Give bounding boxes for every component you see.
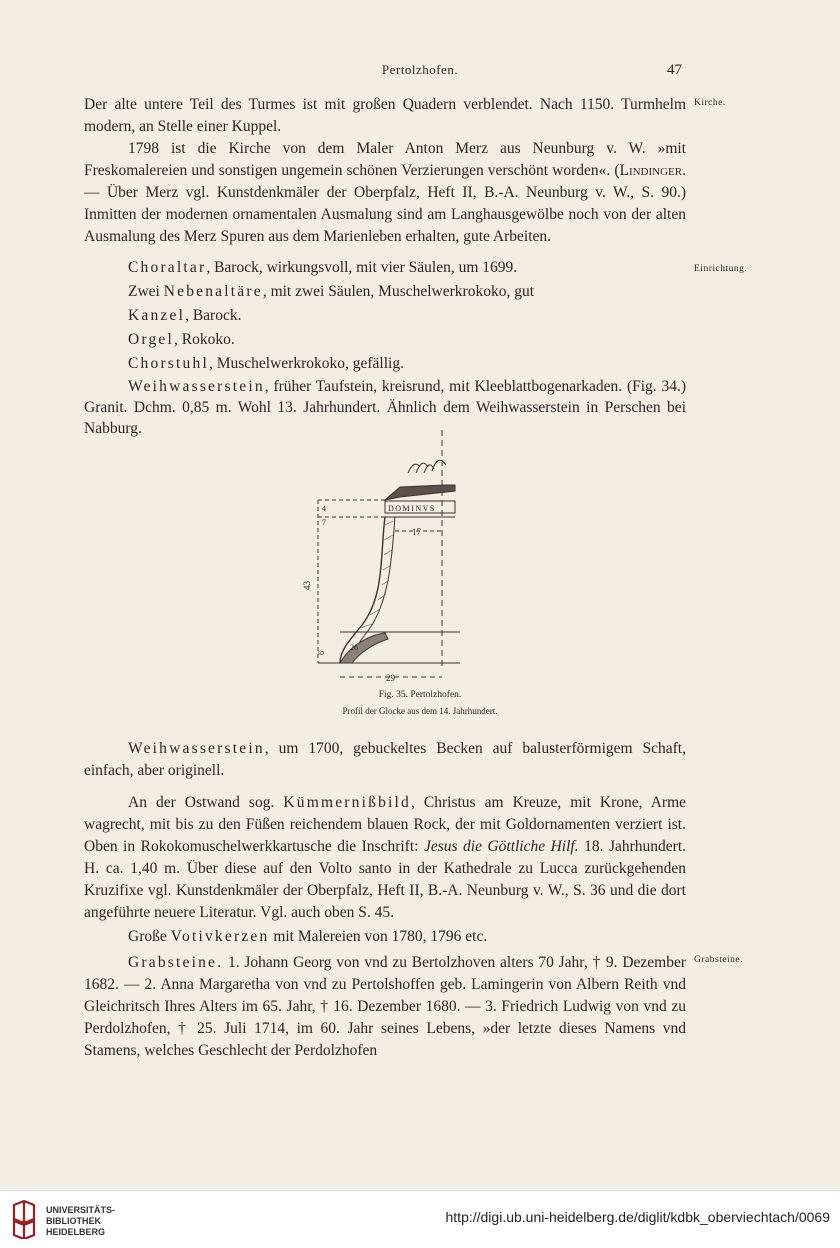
kuemmernis-text-b: , Christus am Kreuze, mit Krone, Arme wagrecht, mit bis zu den Füßen reichendem blauen Rock, der mit Goldornamenten verziert ist. Oben in Rokokomuschelwerkkartusche die Inschrift: [84, 794, 687, 855]
library-name-line-3: HEIDELBERG [46, 1227, 106, 1237]
university-library-logo-icon [10, 1199, 38, 1239]
entry-kanzel [84, 304, 686, 328]
term-choraltar: Choraltar [128, 259, 207, 276]
text-weihwasserstein-2: , um 1700, gebuckeltes Becken auf balusterförmigem Schaft, einfach, aber originell. [84, 740, 686, 779]
margin-note-einrichtung: Einrichtung. [694, 264, 748, 274]
author-lindinger: Lindinger. [619, 162, 686, 179]
term-nebenaltaere: Nebenaltäre [163, 283, 263, 300]
text-block-top [84, 94, 686, 248]
bell-sound-bow [340, 633, 388, 663]
term-orgel: Orgel [128, 331, 175, 348]
dim-label-6: 6 [317, 651, 326, 655]
dim-label-43: 43 [302, 581, 312, 590]
bell-wall-hatching [360, 521, 393, 628]
paragraph-tower: Der alte untere Teil des Turmes ist mit großen Quadern verblendet. Nach 1150. Turmhelm modern, an Stelle einer Kuppel. [84, 96, 686, 135]
entry-choraltar [84, 256, 686, 280]
text-nebenaltaere: , mit zwei Säulen, Muschelwerkrokoko, gut [262, 283, 535, 300]
term-votivkerzen: Votivkerzen [170, 928, 270, 945]
merz-text-b: — Über Merz vgl. Kunstdenkmäler der Oberpfalz, Heft II, B.-A. Neunburg v. W., S. 90.) Inmitten der modernen ornamentalen Ausmalung sind am Langhausgewölbe noch von der alten Ausmalung des Merz Spuren aus dem Marienleben erhalten, gute Arbeiten. [84, 184, 686, 245]
kuemmernis-text-c: 18. Jahrhundert. H. ca. 1,40 m. Über diese auf den Volto santo in der Kathedrale zu Lucca zurückgehenden Kruzifixe vgl. Kunstdenkmäler der Oberpfalz, Heft II, B.-A. Neunburg v. W., S. 36 und die dort angeführte neuere Literatur. Vgl. auch oben S. 45. [84, 838, 687, 921]
entry-grabsteine [84, 952, 686, 1062]
dim-label-29: 29 [386, 673, 395, 683]
kuemmernis-text-a: An der Ostwand sog. [128, 794, 284, 811]
text-weihwasserstein-1: , früher Taufstein, kreisrund, mit Kleeblattbogenarkaden. (Fig. 34.) Granit. Dchm. 0,85 m. Wohl 13. Jahrhundert. Ähnlich dem Weihwasserstein in Perschen bei Nabburg. [84, 378, 686, 437]
figure-caption-title: Fig. 35. Pertolzhofen. [378, 690, 462, 700]
entry-nebenaltaere [84, 280, 686, 304]
text-block-furnishings [84, 256, 686, 439]
merz-text-a: 1798 ist die Kirche von dem Maler Anton Merz aus Neunburg v. W. »mit Freskomalereien und sonstigen ungemein schönen Verzierungen verschönt worden«. ( [84, 140, 686, 179]
term-kanzel: Kanzel [128, 307, 186, 324]
digital-copy-url[interactable]: http://digi.ub.uni-heidelberg.de/diglit/kdbk_oberviechtach/0069 [445, 1209, 830, 1225]
text-chorstuhl: , Muschelwerkrokoko, gefällig. [208, 355, 404, 372]
entry-chorstuhl [84, 352, 686, 376]
dim-label-4: 4 [322, 504, 326, 513]
dim-label-17: 17 [412, 527, 421, 537]
entry-kuemmernissbild [84, 792, 686, 924]
term-chorstuhl: Chorstuhl [128, 355, 209, 372]
library-footer [0, 1190, 840, 1248]
entry-votivkerzen [84, 926, 686, 948]
text-block-bottom [84, 738, 686, 1062]
entry-orgel [84, 328, 686, 352]
bell-profile-figure [300, 425, 540, 715]
prefix-votivkerzen: Große [128, 928, 171, 945]
term-kuemmernissbild: Kümmernißbild [283, 794, 411, 811]
dim-label-26: 26 [350, 643, 358, 652]
library-name [46, 1205, 115, 1238]
bell-crown [408, 460, 446, 473]
bell-shoulder [385, 485, 455, 500]
bell-inscription: DOMINVS [388, 504, 436, 513]
margin-note-kirche: Kirche. [694, 98, 726, 108]
inscription-jesus: Jesus die Göttliche Hilf. [423, 838, 579, 855]
entry-weihwasserstein-2 [84, 738, 686, 782]
running-title: Pertolzhofen. [381, 62, 459, 77]
text-votivkerzen: mit Malereien von 1780, 1796 etc. [269, 928, 488, 945]
paragraph-merz [84, 138, 686, 248]
library-name-line-1: UNIVERSITÄTS- [46, 1205, 116, 1215]
term-weihwasserstein-1: Weihwasserstein [128, 378, 265, 395]
text-kanzel: , Barock. [185, 307, 242, 324]
prefix-nebenaltaere: Zwei [128, 283, 164, 300]
margin-note-grabsteine: Grabsteine. [694, 955, 744, 965]
dim-label-7: 7 [322, 518, 326, 527]
term-weihwasserstein-2: Weihwasserstein [128, 740, 265, 757]
figure-caption-subtitle: Profil der Glocke aus dem 14. Jahrhundert. [342, 706, 498, 716]
term-grabsteine: Grabsteine. [128, 954, 224, 971]
text-orgel: , Rokoko. [174, 331, 235, 348]
text-choraltar: , Barock, wirkungsvoll, mit vier Säulen, um 1699. [206, 259, 518, 276]
library-name-line-2: BIBLIOTHEK [46, 1216, 101, 1226]
page-number: 47 [667, 62, 682, 78]
text-grabsteine: 1. Johann Georg von vnd zu Bertolzhoven alters 70 Jahr, † 9. Dezember 1682. — 2. Anna Margaretha von vnd zu Pertolshoffen geb. Lamingerin von Albern Reith vnd Gleichritsch Ihres Alters im 65. Jahr, † 16. Dezember 1680. — 3. Friedrich Ludwig von vnd zu Perdolzhofen, † 25. Juli 1714, im 60. Jahr seines Lebens, »der letzte dieses Namens vnd Stamens, welches Geschlecht der Perdolzhofen [84, 954, 686, 1059]
